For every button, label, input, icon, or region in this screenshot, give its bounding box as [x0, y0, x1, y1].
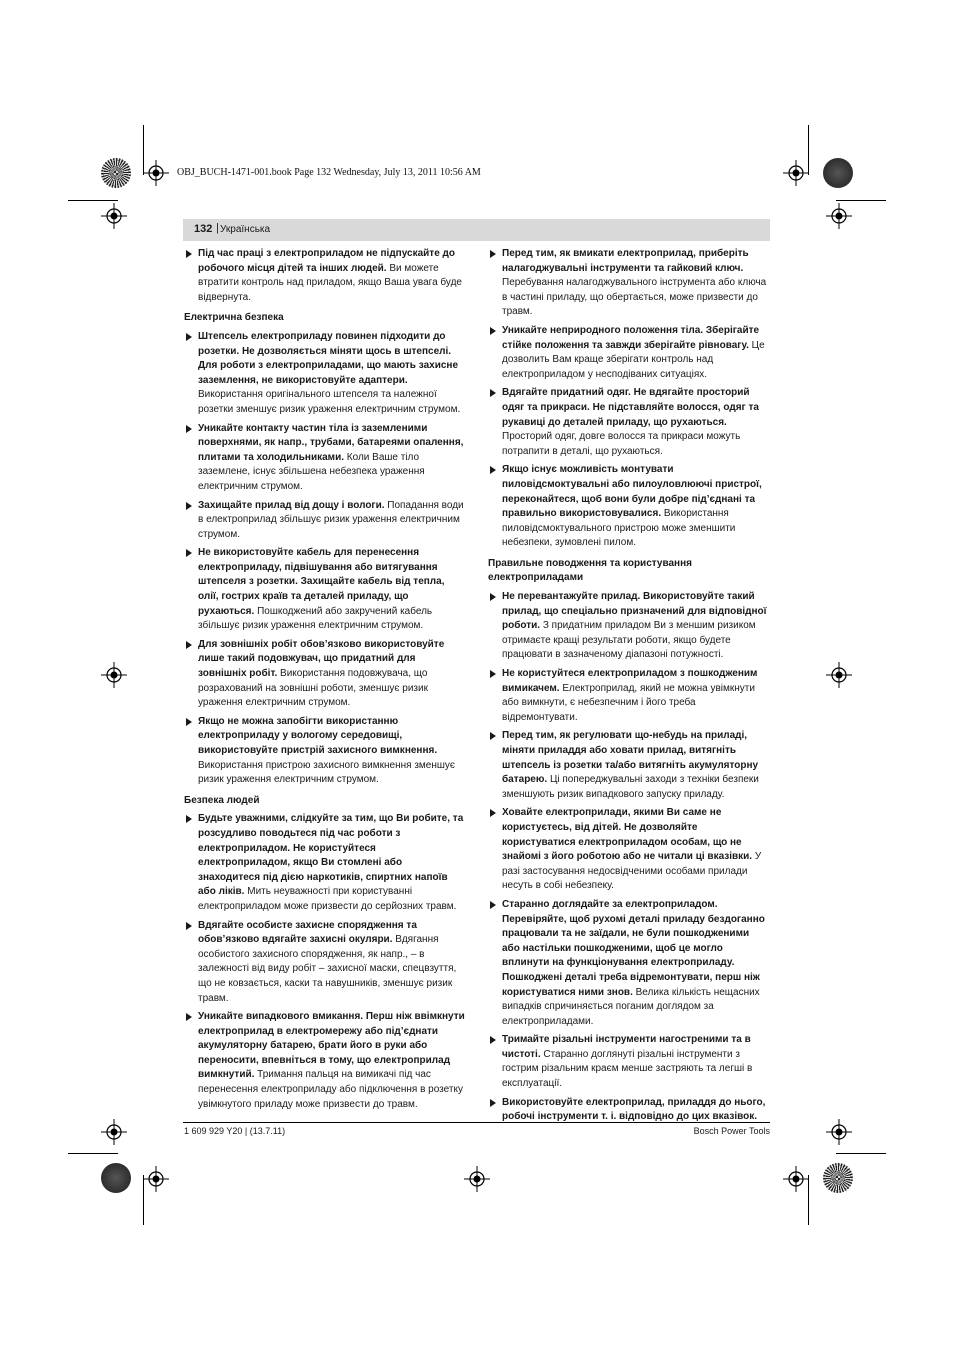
crop-mark	[68, 200, 118, 201]
list-item	[488, 898, 769, 1029]
bullet-arrow-icon	[490, 327, 496, 335]
list-item	[488, 324, 769, 382]
registration-mark-icon	[826, 1119, 852, 1145]
registration-mark-icon	[464, 1166, 490, 1192]
page-number: 132	[194, 223, 213, 235]
bullet-arrow-icon	[186, 549, 192, 557]
bullet-arrow-icon	[186, 250, 192, 258]
item-bold: Уникайте контакту частин тіла із заземленими поверхнями, як напр., трубами, батареями опалення, плитами та холодильниками.	[198, 422, 464, 463]
item-text: Це дозволить Вам краще зберігати контроль над електроприладом у несподіваних ситуаціях.	[502, 339, 765, 380]
bullet-arrow-icon	[490, 466, 496, 474]
section-heading: Електрична безпека	[184, 312, 284, 324]
registration-mark-icon	[143, 160, 169, 186]
list-item	[488, 386, 769, 459]
item-text: У разі застосування недосвідченими особами прилади несуть в собі небезпеку.	[502, 851, 762, 892]
item-bold: Перед тим, як вмикати електроприлад, приберіть налагоджувальні інструменти та гайковий ключ.	[502, 248, 749, 274]
bullet-arrow-icon	[490, 1099, 496, 1107]
item-bold: Тримайте різальні інструменти нагостреними та в чистоті.	[502, 1034, 751, 1060]
item-text: Електроприлад, який не можна увімкнути або вимкнути, є небезпечним і його треба відремонтувати.	[502, 682, 755, 723]
crop-mark	[68, 1153, 118, 1154]
bullet-arrow-icon	[490, 389, 496, 397]
registration-mark-icon	[101, 1119, 127, 1145]
section-heading: Правильне поводження та користування електроприладами	[488, 557, 692, 584]
section-heading: Безпека людей	[184, 794, 260, 806]
bullet-arrow-icon	[186, 502, 192, 510]
item-bold: Вдягайте придатний одяг. Не вдягайте просторий одяг та прикраси. Не підставляйте волосся, одяг та рукавиці до деталей приладу, що рухаються.	[502, 387, 759, 428]
gray-rosette-icon	[823, 158, 853, 188]
list-item	[488, 247, 769, 320]
item-bold: Уникайте випадкового вмикання. Перш ніж ввімкнути електроприлад в електромережу або під’єднати акумуляторну батарею, брати його в руки або переносити, впевніться в тому, що електроприлад вимкнутий.	[198, 1011, 465, 1081]
bullet-arrow-icon	[490, 809, 496, 817]
bullet-arrow-icon	[490, 250, 496, 258]
page-header	[183, 219, 770, 241]
item-text: Старанно доглянуті різальні інструменти з гострим різальним краєм менше застряють та легші в експлуатації.	[502, 1048, 753, 1090]
list-item	[488, 1096, 769, 1125]
item-bold: Захищайте прилад від дощу і вологи.	[198, 499, 385, 511]
registration-mark-icon	[143, 1166, 169, 1192]
item-text: Мить неуважності при користуванні електроприладом може призвести до серйозних травм.	[198, 886, 457, 912]
list-item	[184, 330, 465, 418]
item-bold: Будьте уважними, слідкуйте за тим, що Ви робите, та розсудливо поводьтеся під час роботи з електроприладом. Не користуйтеся електроприладом, якщо Ви стомлені або знаходитеся під дією наркотиків, спиртних напоїв або ліків.	[198, 813, 464, 898]
gray-rosette-icon	[101, 1163, 131, 1193]
header-separator: |	[216, 222, 219, 234]
item-text: Тримання пальця на вимикачі під час перенесення електроприладу або підключення в розетку увімкнутого приладу може призвести до травм.	[198, 1069, 463, 1110]
bullet-arrow-icon	[490, 593, 496, 601]
right-column	[488, 247, 769, 1129]
item-bold: Не використовуйте кабель для перенесення електроприладу, підвішування або витягування штепселя з розетки. Захищайте кабель від тепла, олії, гострих країв та деталей приладу, що рухаються.	[198, 547, 445, 617]
bullet-arrow-icon	[186, 333, 192, 341]
item-bold: Для зовнішніх робіт обов’язково використовуйте лише такий подовжувач, що придатний для зовнішніх робіт.	[198, 638, 445, 680]
item-text: Ці попереджувальні заходи з техніки безпеки зменшують ризик випадкового запуску приладу.	[502, 774, 759, 800]
book-info: OBJ_BUCH-1471-001.book Page 132 Wednesday, July 13, 2011 10:56 AM	[177, 167, 481, 178]
list-item	[184, 715, 465, 788]
item-bold: Уникайте неприродного положення тіла. Зберігайте стійке положення та завжди зберігайте рівновагу.	[502, 324, 760, 351]
item-text: Використання пиловідсмоктувального пристрою може зменшити небезпеки, зумовлені пилом.	[502, 508, 736, 549]
item-bold: Використовуйте електроприлад, приладдя до нього, робочі інструменти т. і. відповідно до цих вказівок.	[502, 1096, 766, 1123]
item-bold: Вдягайте особисте захисне спорядження та обов’язково вдягайте захисні окуляри.	[198, 919, 417, 946]
bullet-arrow-icon	[186, 425, 192, 433]
color-rosette-icon	[101, 158, 131, 188]
registration-mark-icon	[783, 160, 809, 186]
list-item	[488, 590, 769, 663]
registration-mark-icon	[783, 1166, 809, 1192]
item-text: Ви можете втратити контроль над приладом, якщо Ваша увага буде відвернута.	[198, 262, 462, 303]
item-text: Попадання води в електроприлад збільшує ризик ураження електричним струмом.	[198, 499, 464, 540]
footer-brand: Bosch Power Tools	[693, 1126, 770, 1136]
registration-mark-icon	[826, 662, 852, 688]
item-text: Пошкоджений або закручений кабель збільшує ризик ураження електричним струмом.	[198, 605, 433, 632]
bullet-arrow-icon	[186, 815, 192, 823]
item-text: Вдягання особистого захисного спорядження, як напр., – в залежності від виду робіт – захисної маски, спецвзуття, що не ковзається, каски та навушників, зменшує ризик травм.	[198, 934, 457, 1004]
list-item	[488, 729, 769, 802]
item-text: З придатним приладом Ви з меншим ризиком отримаєте кращі результати роботи, якщо будете працювати в зазначеному діапазоні потужності.	[502, 620, 756, 661]
registration-mark-icon	[101, 662, 127, 688]
color-rosette-icon	[823, 1163, 853, 1193]
crop-mark	[836, 1153, 886, 1154]
list-item	[184, 546, 465, 634]
crop-mark	[836, 200, 886, 201]
bullet-arrow-icon	[186, 718, 192, 726]
bullet-arrow-icon	[490, 732, 496, 740]
bullet-arrow-icon	[186, 1013, 192, 1021]
footer-divider	[183, 1122, 770, 1123]
item-text: Просторий одяг, довге волосся та прикраси можуть потрапити в деталі, що рухаються.	[502, 431, 741, 457]
bullet-arrow-icon	[490, 670, 496, 678]
list-item	[488, 1033, 769, 1091]
registration-mark-icon	[826, 203, 852, 229]
item-text: Використання пристрою захисного вимкнення зменшує ризик ураження електричним струмом.	[198, 759, 455, 786]
bullet-arrow-icon	[186, 641, 192, 649]
item-text: Перебування налагоджувального інструмента або ключа в частині приладу, що обертається, може призвести до травм.	[502, 277, 767, 318]
list-item	[184, 247, 465, 305]
list-item	[184, 1010, 465, 1112]
list-item	[184, 638, 465, 711]
item-text: Використання подовжувача, що розрахований на зовнішні роботи, зменшує ризик ураження електричним струмом.	[198, 668, 428, 709]
list-item	[184, 919, 465, 1007]
list-item	[488, 667, 769, 725]
bullet-arrow-icon	[490, 1036, 496, 1044]
item-bold: Старанно доглядайте за електроприладом. Перевіряйте, щоб рухомі деталі приладу бездоганно працювали та не заїдали, не були пошкодженими або настільки пошкодженими, щоб це могло вплинути на функціонування електроприладу. Пошкоджені деталі треба відремонтувати, перш ніж користуватися ними знов.	[502, 898, 765, 998]
item-bold: Якщо не можна запобігти використанню електроприладу у вологому середовищі, використовуйте пристрій захисного вимкнення.	[198, 715, 438, 756]
item-bold: Перед тим, як регулювати що-небудь на приладі, міняти приладдя або ховати прилад, витягніть штепсель із розетки та/або витягніть акумуляторну батарею.	[502, 730, 759, 786]
list-item	[184, 499, 465, 543]
list-item	[184, 812, 465, 914]
item-bold: Ховайте електроприлади, якими Ви саме не користуєтесь, від дітей. Не дозволяйте користуватися електроприладом особам, що не знайомі з його роботою або не читали ці вказівки.	[502, 807, 753, 863]
item-bold: Штепсель електроприладу повинен підходити до розетки. Не дозволяється міняти щось в штепселі. Для роботи з електроприладами, що мають захисне заземлення, не використовуйте адаптери.	[198, 330, 459, 386]
item-text: Велика кількість нещасних випадків спричиняється поганим доглядом за електроприладами.	[502, 986, 760, 1027]
item-bold: Не користуйтеся електроприладом з пошкодженим вимикачем.	[502, 668, 758, 694]
item-text: Коли Ваше тіло заземлене, існує збільшена небезпека ураження електричним струмом.	[198, 451, 425, 492]
bullet-arrow-icon	[490, 901, 496, 909]
language-label: Українська	[220, 224, 271, 235]
item-bold: Під час праці з електроприладом не підпускайте до робочого місця дітей та інших людей.	[198, 248, 456, 274]
registration-mark-icon	[101, 203, 127, 229]
bullet-arrow-icon	[186, 922, 192, 930]
item-bold: Якщо існує можливість монтувати пиловідсмоктувальні або пилоуловлюючі пристрої, переконайтеся, щоб вони були добре під’єднані та правильно використовувалися.	[502, 464, 762, 520]
footer-doc-number: 1 609 929 Y20 | (13.7.11)	[184, 1126, 286, 1136]
left-column	[184, 247, 465, 1116]
item-bold: Не перевантажуйте прилад. Використовуйте такий прилад, що спеціально призначений для відповідної роботи.	[502, 591, 767, 632]
list-item	[488, 463, 769, 551]
list-item	[488, 806, 769, 894]
list-item	[184, 422, 465, 495]
item-text: Використання оригінального штепселя та належної розетки зменшує ризик ураження електричним струмом.	[198, 389, 461, 415]
